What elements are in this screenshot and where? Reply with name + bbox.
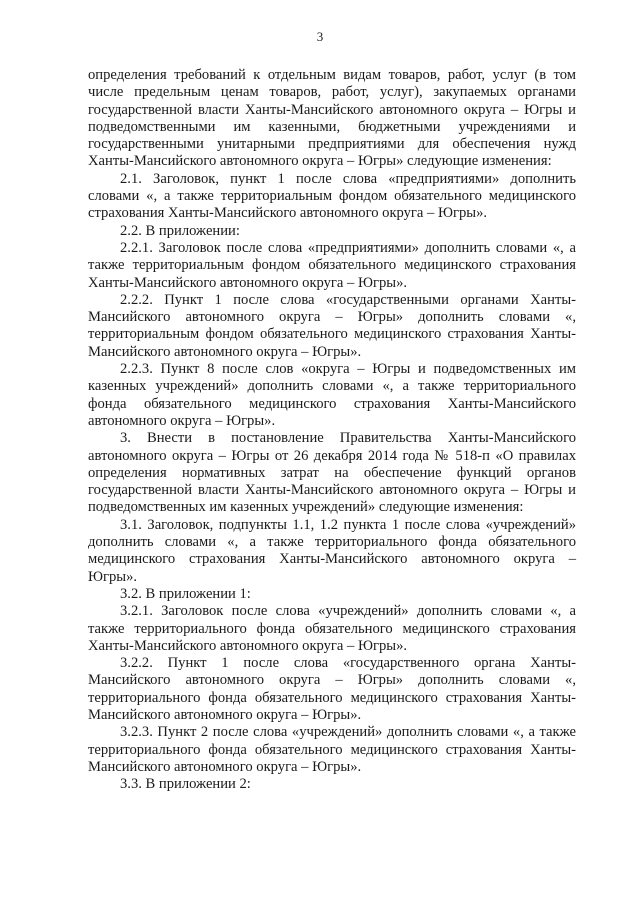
paragraph-3: 3. Внести в постановление Правительства Ханты-Мансийского автономного округа – Югры от 26 декабря 2014 года № 518-п «О правилах определения нормативных затрат на обеспечение функций органов государственной власти Ханты-Мансийского автономного округа – Югры и подведомственных им казенных учреждений» следующие изменения: xyxy=(88,430,576,516)
paragraph-2-2-2: 2.2.2. Пункт 1 после слова «государственными органами Ханты-Мансийского автономного округа – Югры» дополнить словами «, территориальным фондом обязательного медицинского страхования Ханты-Мансийского автономного округа – Югры». xyxy=(88,291,576,360)
paragraph-3-1: 3.1. Заголовок, подпункты 1.1, 1.2 пункта 1 после слова «учреждений» дополнить словами «, а также территориального фонда обязательного медицинского страхования Ханты-Мансийского автономного округа – Югры». xyxy=(88,516,576,585)
document-body xyxy=(88,67,576,793)
paragraph-3-3: 3.3. В приложении 2: xyxy=(120,776,251,793)
paragraph-continuation: определения требований к отдельным видам товаров, работ, услуг (в том числе предельным ценам товаров, работ, услуг), закупаемых органами государственной власти Ханты-Мансийского автономного округа – Югры и подведомственными им казенными, бюджетными учреждениями и государственными унитарными предприятиями для обеспечения нужд Ханты-Мансийского автономного округа – Югры» следующие изменения: xyxy=(88,67,576,170)
paragraph-2-2-1: 2.2.1. Заголовок после слова «предприятиями» дополнить словами «, а также территориальным фондом обязательного медицинского страхования Ханты-Мансийского автономного округа – Югры». xyxy=(88,239,576,291)
paragraph-3-2-2: 3.2.2. Пункт 1 после слова «государственного органа Ханты-Мансийского автономного округа – Югры» дополнить словами «, территориального фонда обязательного медицинского страхования Ханты-Мансийского автономного округа – Югры». xyxy=(88,655,576,723)
paragraph-2-2: 2.2. В приложении: xyxy=(120,222,240,239)
paragraph-3-2-1: 3.2.1. Заголовок после слова «учреждений» дополнить словами «, а также территориального фонда обязательного медицинского страхования Ханты-Мансийского автономного округа – Югры». xyxy=(88,603,576,654)
paragraph-2-2-3: 2.2.3. Пункт 8 после слов «округа – Югры и подведомственных им казенных учреждений» дополнить словами «, а также территориального фонда обязательного медицинского страхования Ханты-Мансийского автономного округа – Югры». xyxy=(88,361,576,429)
paragraph-3-2: 3.2. В приложении 1: xyxy=(120,585,251,602)
paragraph-2-1: 2.1. Заголовок, пункт 1 после слова «предприятиями» дополнить словами «, а также территориальным фондом обязательного медицинского страхования Ханты-Мансийского автономного округа – Югры». xyxy=(88,170,576,222)
paragraph-3-2-3: 3.2.3. Пункт 2 после слова «учреждений» дополнить словами «, а также территориального фонда обязательного медицинского страхования Ханты-Мансийского автономного округа – Югры». xyxy=(88,724,576,775)
page-number: 3 xyxy=(316,29,324,44)
